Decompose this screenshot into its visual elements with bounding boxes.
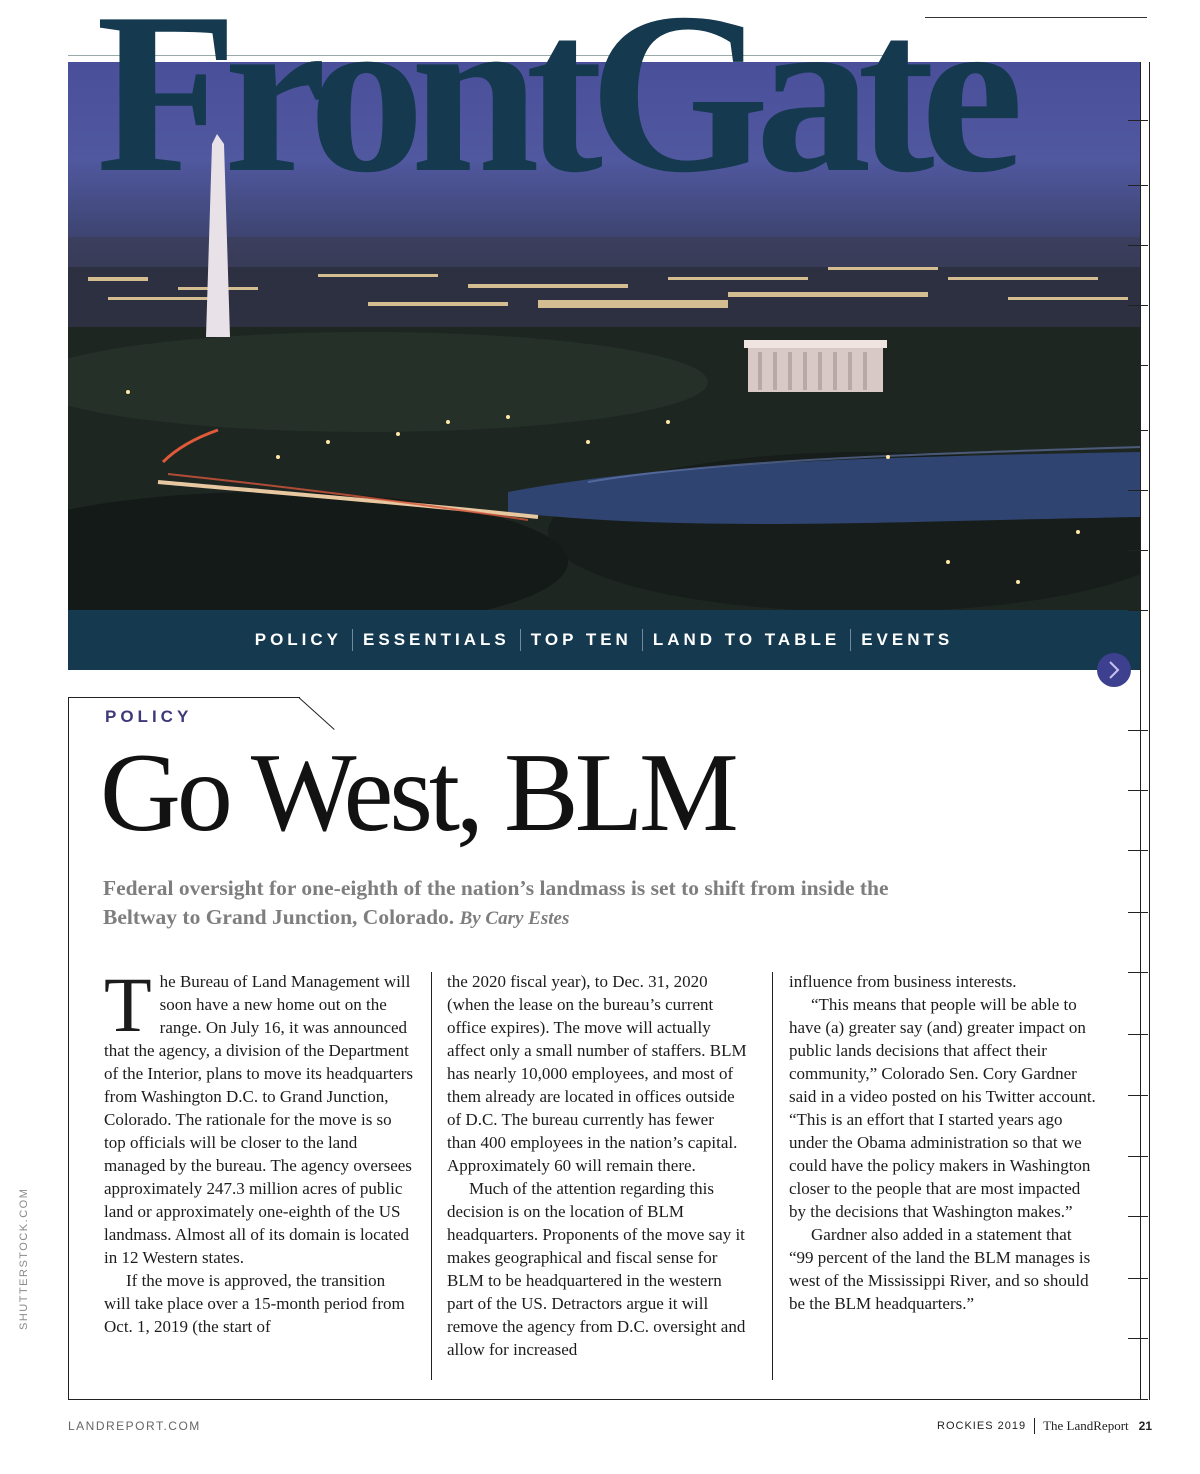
article-headline: Go West, BLM (100, 731, 735, 855)
article-column-3 (789, 970, 1099, 1315)
ruler-tick (1128, 1216, 1148, 1217)
ruler-tick (1128, 365, 1148, 366)
next-page-button[interactable] (1097, 653, 1131, 687)
ruler-tick (1128, 550, 1148, 551)
body-paragraph: Gardner also added in a statement that “99 percent of the land the BLM manages is west of the Mississippi River, and so should be the BLM headquarters.” (789, 1225, 1091, 1313)
ruler-tick (1128, 850, 1148, 851)
ruler-tick (1128, 972, 1148, 973)
body-paragraph: Much of the attention regarding this decision is on the location of BLM headquarters. Proponents of the move say it makes geographical and fiscal sense for BLM to be headquartered in the western part of the US. Detractors argue it will remove the agency from D.C. oversight and allow for increased (447, 1179, 746, 1359)
article-byline: By Cary Estes (459, 908, 570, 929)
ruler-tick (1128, 1278, 1148, 1279)
ruler-tick (1128, 610, 1148, 611)
nav-item-top-ten[interactable]: TOP TEN (530, 630, 632, 649)
footer-folio (937, 1418, 1152, 1434)
nav-item-events[interactable]: EVENTS (861, 630, 954, 649)
article-column-2 (447, 970, 747, 1361)
body-paragraph: he Bureau of Land Management will soon have a new home out on the range. On July 16, it was announced that the agency, a division of the Department of the Interior, plans to move its headquarters from Washington D.C. to Grand Junction, Colorado. The rationale for the move is so top officials will be closer to the land managed by the bureau. The agency oversees approximately 247.3 million acres of public land or approximately one-eighth of the US landmass. Almost all of its domain is located in 12 Western states. (104, 972, 414, 1267)
page-ruler (1140, 62, 1150, 1400)
article-frame-left (68, 697, 69, 1400)
ruler-tick (1128, 1156, 1148, 1157)
article-deck (103, 874, 893, 933)
article-frame-top (68, 697, 300, 698)
ruler-tick (1128, 1338, 1148, 1339)
footer-site[interactable]: LANDREPORT.COM (68, 1419, 201, 1433)
ruler-tick (1128, 1095, 1148, 1096)
body-paragraph: influence from business interests. (789, 972, 1017, 991)
ruler-tick (1128, 245, 1148, 246)
body-paragraph: “This means that people will be able to have (a) greater say (and) greater impact on public lands decisions that affect their community,” Colorado Sen. Cory Gardner said in a video posted on his Twitter account. “This is an effort that I started years ago under the Obama administration so that we could have the policy makers in Washington closer to the people that are most impacted by the decisions that Washington makes.” (789, 995, 1096, 1221)
body-paragraph: If the move is approved, the transition will take place over a 15-month period from Oct. 1, 2019 (the start of (104, 1271, 405, 1336)
footer-brand: The LandReport (1043, 1418, 1129, 1433)
page-number: 21 (1138, 1419, 1152, 1433)
article-frame-bottom (68, 1399, 1148, 1400)
ruler-tick (1128, 1034, 1148, 1035)
footer-separator (1034, 1418, 1035, 1434)
chevron-right-icon (1106, 659, 1122, 681)
ruler-tick (1128, 305, 1148, 306)
column-divider (431, 972, 432, 1380)
photo-credit: SHUTTERSTOCK.COM (18, 1187, 30, 1330)
ruler-tick (1128, 490, 1148, 491)
ruler-tick (1128, 790, 1148, 791)
article-frame-corner (298, 697, 334, 730)
ruler-tick (1128, 185, 1148, 186)
body-paragraph: the 2020 fiscal year), to Dec. 31, 2020 (when the lease on the bureau’s current office expires). The move will actually affect only a small number of staffers. BLM has nearly 10,000 employees, and most of them already are located in offices outside of D.C. The bureau currently has fewer than 400 employees in the nation’s capital. Approximately 60 will remain there. (447, 972, 747, 1175)
nav-item-essentials[interactable]: ESSENTIALS (363, 630, 510, 649)
masthead-title: FrontGate (96, 0, 1010, 220)
column-divider (772, 972, 773, 1380)
deck-text: Federal oversight for one-eighth of the nation’s landmass is set to shift from inside the Beltway to Grand Junction, Colorado. (103, 876, 889, 929)
article-kicker: POLICY (105, 707, 193, 726)
ruler-tick (1128, 430, 1148, 431)
nav-item-policy[interactable]: POLICY (254, 630, 343, 649)
ruler-tick (1128, 120, 1148, 121)
drop-cap: T (104, 961, 152, 1048)
ruler-tick (1128, 912, 1148, 913)
article-column-1 (104, 961, 414, 1338)
nav-item-land-to-table[interactable]: LAND TO TABLE (652, 630, 841, 649)
ruler-tick (1128, 730, 1148, 731)
footer-issue: ROCKIES 2019 (937, 1420, 1027, 1432)
section-nav (68, 610, 1140, 670)
